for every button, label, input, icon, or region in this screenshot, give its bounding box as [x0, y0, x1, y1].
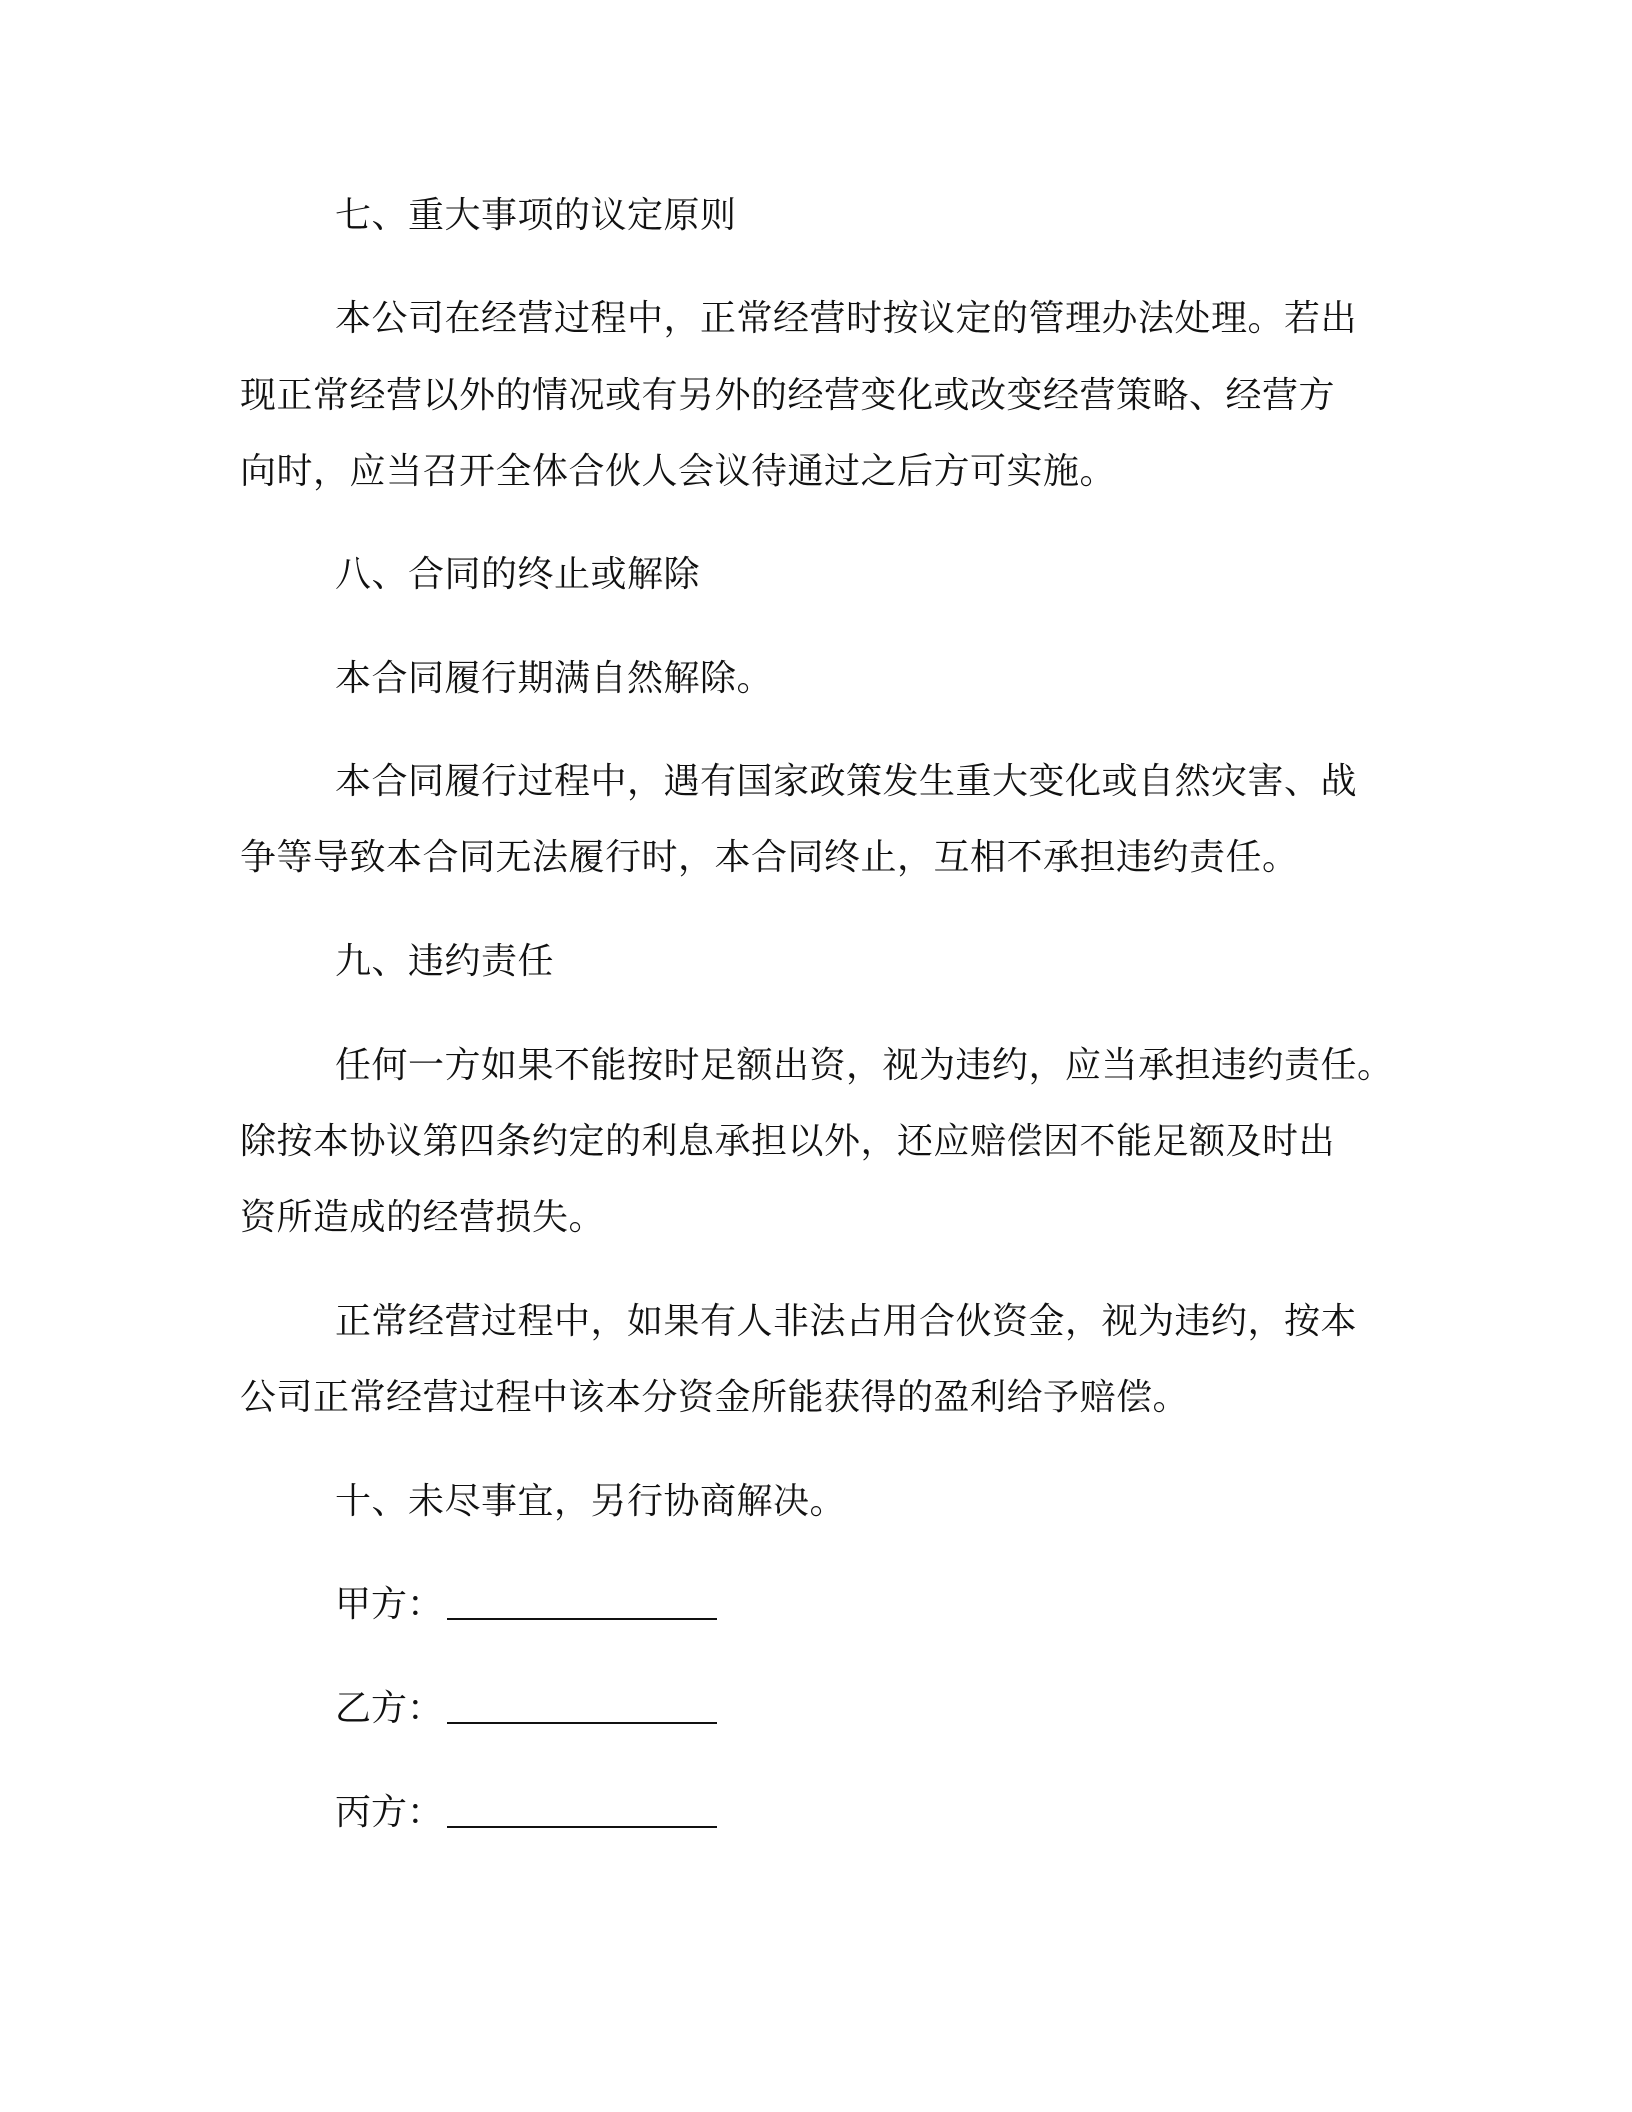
signature-line-party-b	[335, 1689, 717, 1729]
paragraph-line: 本合同履行过程中，遇有国家政策发生重大变化或自然灾害、战	[335, 761, 1358, 802]
section-heading-7: 七、重大事项的议定原则	[335, 195, 737, 236]
paragraph-line: 争等导致本合同无法履行时，本合同终止，互相不承担违约责任。	[240, 837, 1299, 878]
section-heading-9: 九、违约责任	[335, 941, 555, 982]
paragraph-line: 向时，应当召开全体合伙人会议待通过之后方可实施。	[240, 451, 1117, 492]
paragraph-line: 公司正常经营过程中该本分资金所能获得的盈利给予赔偿。	[240, 1377, 1190, 1418]
paragraph-line: 除按本协议第四条约定的利息承担以外，还应赔偿因不能足额及时出	[240, 1121, 1336, 1162]
signature-blank	[447, 1796, 717, 1828]
section-heading-10: 十、未尽事宜，另行协商解决。	[335, 1481, 847, 1522]
section-heading-8: 八、合同的终止或解除	[335, 554, 701, 595]
signature-line-party-c	[335, 1793, 717, 1833]
paragraph-line: 本合同履行期满自然解除。	[335, 658, 774, 699]
signature-label: 甲方：	[335, 1584, 444, 1625]
paragraph-line: 正常经营过程中，如果有人非法占用合伙资金，视为违约，按本	[335, 1301, 1358, 1342]
paragraph-line: 任何一方如果不能按时足额出资，视为违约，应当承担违约责任。	[335, 1045, 1394, 1086]
paragraph-line: 本公司在经营过程中，正常经营时按议定的管理办法处理。若出	[335, 298, 1358, 339]
paragraph-line: 资所造成的经营损失。	[240, 1197, 606, 1238]
signature-blank	[447, 1692, 717, 1724]
paragraph-line: 现正常经营以外的情况或有另外的经营变化或改变经营策略、经营方	[240, 375, 1336, 416]
signature-blank	[447, 1588, 717, 1620]
signature-label: 乙方：	[335, 1688, 444, 1729]
signature-line-party-a	[335, 1585, 717, 1625]
signature-label: 丙方：	[335, 1792, 444, 1833]
